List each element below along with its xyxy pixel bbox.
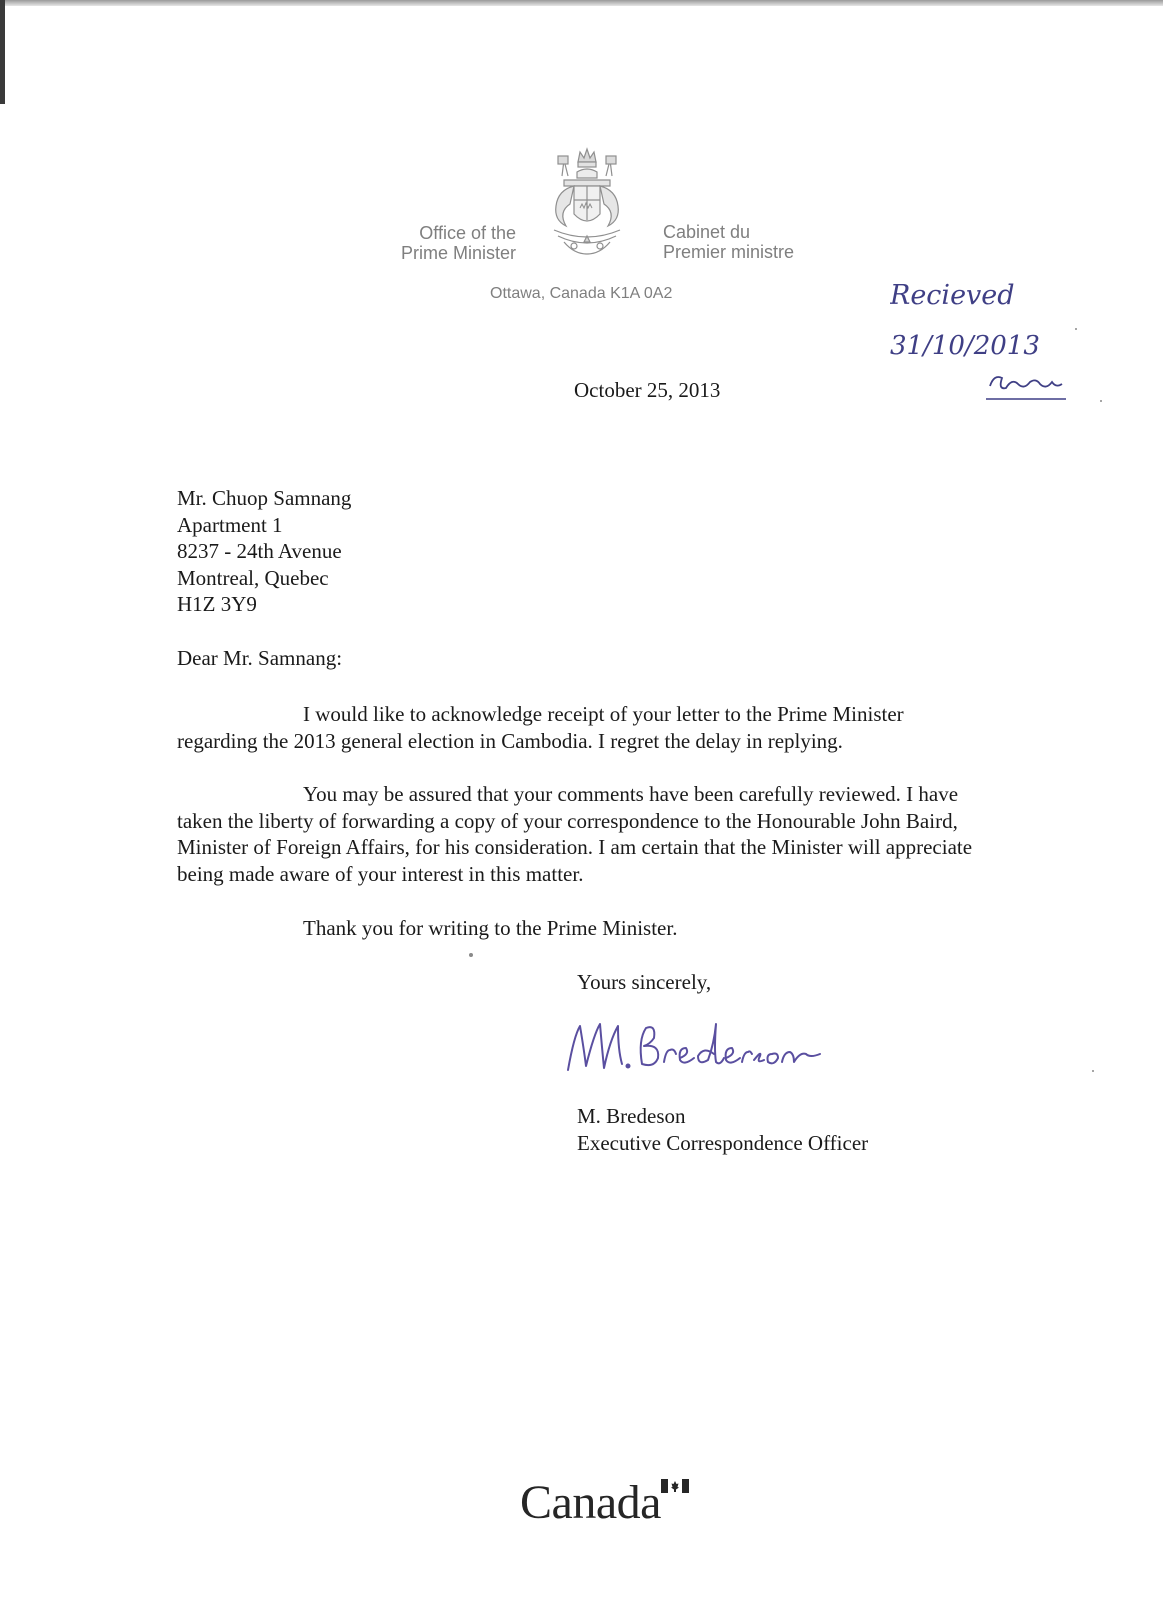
scan-edge-top	[0, 0, 1163, 6]
letterhead-office-en	[370, 223, 516, 263]
speck	[1092, 1070, 1094, 1072]
signer-title: Executive Correspondence Officer	[577, 1130, 869, 1155]
letterhead-office-fr-line1: Cabinet du	[663, 222, 751, 242]
body-paragraph-2: You may be assured that your comments have been carefully reviewed. I have taken the liberty of forwarding a copy of your correspondence to the Honourable John Baird, Minister of Foreign Affairs, for his consideration. I am certain that the Minister will appreciate being made aware of your interest in this matter.	[177, 782, 973, 886]
signer-name: M. Bredeson	[577, 1104, 686, 1128]
body-paragraph-1: I would like to acknowledge receipt of your letter to the Prime Minister regarding the 2013 general election in Cambodia. I regret the delay in replying.	[177, 702, 904, 753]
received-date: 31/10/2013	[890, 331, 1040, 361]
scan-edge-left	[0, 0, 5, 104]
canada-wordmark	[520, 1473, 695, 1535]
received-label: Recieved	[890, 280, 1015, 311]
letterhead-office-fr	[663, 222, 863, 262]
recipient-address-block	[177, 485, 351, 618]
handwritten-signature	[564, 1014, 824, 1084]
letterhead-address: Ottawa, Canada K1A 0A2	[490, 285, 673, 302]
received-initials	[990, 377, 1062, 388]
recipient-apartment: Apartment 1	[177, 512, 283, 537]
body-paragraph-3: Thank you for writing to the Prime Minister.	[303, 916, 678, 940]
letterhead-office-fr-line2: Premier ministre	[663, 242, 795, 262]
recipient-city: Montreal, Quebec	[177, 565, 329, 590]
canada-flag-icon	[661, 1479, 689, 1493]
recipient-street: 8237 - 24th Avenue	[177, 539, 342, 563]
canada-wordmark-text: Canada	[520, 1476, 661, 1529]
salutation: Dear Mr. Samnang:	[177, 646, 343, 670]
speck	[469, 953, 473, 957]
recipient-postal-code: H1Z 3Y9	[177, 592, 257, 616]
received-stamp-note	[890, 278, 1120, 418]
closing: Yours sincerely,	[577, 970, 712, 994]
coat-of-arms-icon	[544, 146, 630, 258]
letter-date: October 25, 2013	[574, 378, 721, 402]
letterhead-office-en-line1: Office of the	[419, 223, 516, 243]
letterhead-office-en-line2: Prime Minister	[400, 243, 516, 263]
signer-block	[577, 1103, 868, 1156]
recipient-name: Mr. Chuop Samnang	[177, 486, 352, 510]
